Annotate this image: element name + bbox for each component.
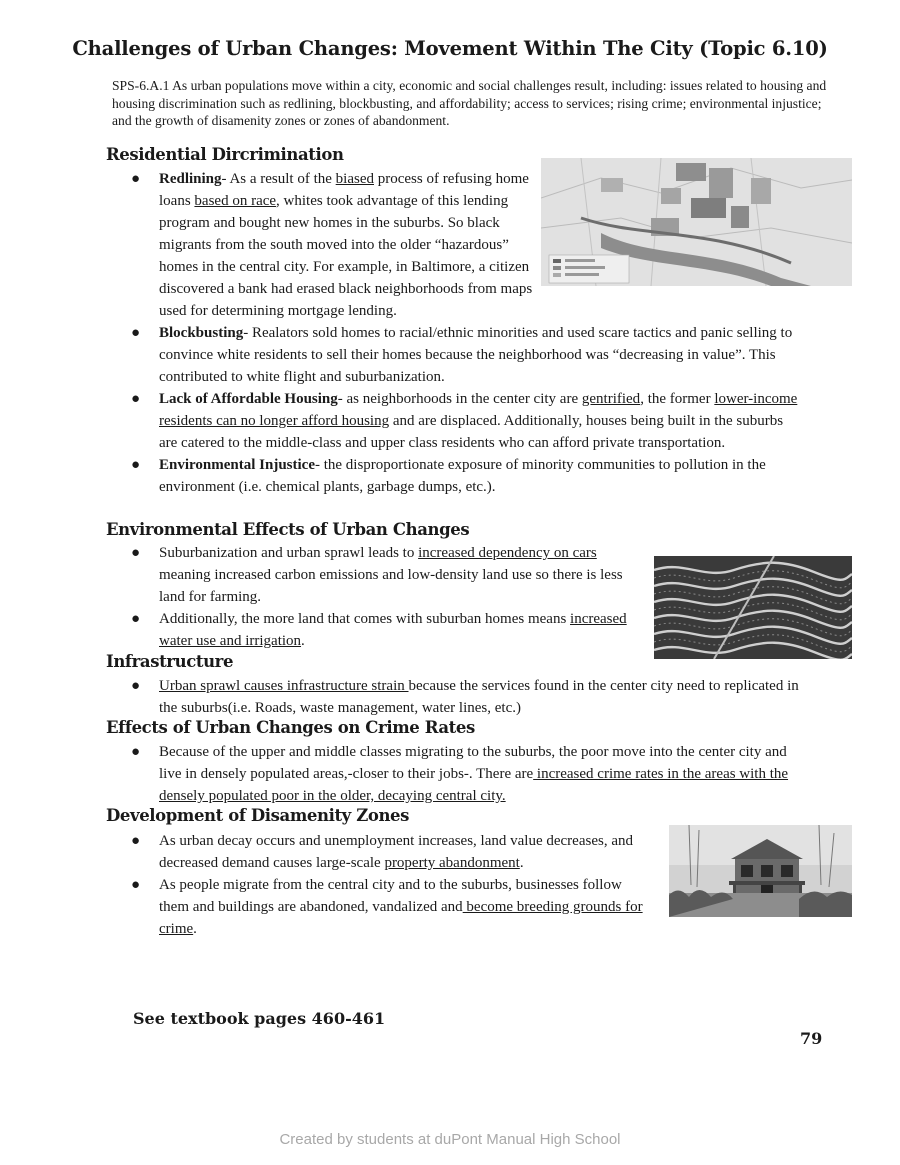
dis-b1-underline: property abandonment — [384, 855, 520, 871]
env-b1-text-2: meaning increased carbon emissions and low-density land use so there is less land for farming. — [159, 567, 623, 605]
infra-text: because the services found in the center city need to replicated in the suburbs(i.e. Roads, waste management, water lines, etc.) — [159, 678, 799, 716]
redlining-text-1: - As a result of the — [221, 171, 336, 187]
heading-crime-rates: Effects of Urban Changes on Crime Rates — [106, 718, 475, 737]
affordable-underline-gentrified: gentrified — [581, 391, 641, 407]
bullet-icon: ● — [131, 678, 141, 694]
term-environmental-injustice: Environmental Injustice — [159, 457, 315, 473]
heading-infrastructure: Infrastructure — [106, 652, 234, 671]
redlining-underline-race: based on race — [194, 193, 277, 209]
abandoned-house-icon — [669, 825, 852, 917]
redlining-text-2: process of refusing home loans — [159, 171, 529, 209]
bullet-icon: ● — [131, 457, 141, 473]
env-b2-underline: increased water use and irrigation — [159, 611, 627, 649]
dis-b2-underline: become breeding grounds for crime — [159, 899, 643, 937]
affordable-text-1: - as neighborhoods in the center city are — [337, 391, 582, 407]
list-item-crime-rates — [128, 741, 800, 807]
bullet-icon: ● — [131, 391, 141, 407]
dis-b2-text-2: . — [193, 921, 197, 937]
redlining-underline-biased: biased — [335, 171, 374, 187]
residential-bullet-list — [128, 168, 800, 322]
heading-environmental-effects: Environmental Effects of Urban Changes — [106, 520, 470, 539]
list-item-car-dependency — [128, 542, 648, 608]
crime-text: Because of the upper and middle classes migrating to the suburbs, the poor move into the center city and live in densely populated areas,-closer to their jobs-. There are — [159, 744, 787, 782]
abandoned-house-image — [669, 825, 852, 917]
list-item-breeding-grounds — [128, 874, 648, 940]
residential-bullet-list-continued — [128, 322, 800, 498]
term-redlining: Redlining — [159, 171, 222, 187]
crime-underline: increased crime rates in the areas with the densely populated poor in the older, decaying central city. — [159, 766, 789, 804]
bullet-icon: ● — [131, 611, 141, 627]
dis-b2-text-1: As people migrate from the central city and to the suburbs, businesses follow them and buildings are abandoned, vandalized and — [159, 877, 622, 915]
env-b1-underline: increased dependency on cars — [418, 545, 597, 561]
page-title: Challenges of Urban Changes: Movement Within The City (Topic 6.10) — [72, 37, 828, 60]
environmental-bullet-list — [128, 542, 648, 652]
list-item-blockbusting — [128, 322, 800, 388]
bullet-icon: ● — [131, 171, 141, 187]
heading-residential-discrimination: Residential Dircrimination — [106, 145, 344, 164]
list-item-redlining — [128, 168, 543, 322]
textbook-reference: See textbook pages 460-461 — [133, 1009, 386, 1028]
injustice-text: - the disproportionate exposure of minority communities to pollution in the environment (i.e. chemical plants, garbage dumps, etc.). — [159, 457, 766, 495]
list-item-property-abandonment — [128, 830, 648, 874]
affordable-underline-afford: lower-income residents can no longer afford housing — [159, 391, 798, 429]
bullet-icon: ● — [131, 744, 141, 760]
standard-text: SPS-6.A.1 As urban populations move within a city, economic and social challenges result, including: issues related to housing and housing discrimination such as redlining, blockbusting, and affordability; access to services; rising crime; environmental injustice; and the growth of disamenity zones or zones of abandonment. — [112, 78, 827, 128]
blockbusting-text: - Realators sold homes to racial/ethnic minorities and used scare tactics and panic selling to convince white residents to sell their homes because the neighborhood was “decreasing in value”. This contributed to white flight and suburbanization. — [159, 325, 793, 385]
term-affordable-housing: Lack of Affordable Housing — [159, 391, 338, 407]
bullet-icon: ● — [131, 877, 141, 893]
crime-bullet-list — [128, 741, 800, 807]
affordable-text-2: , the former — [640, 391, 715, 407]
suburb-aerial-image — [654, 556, 852, 659]
env-b1-text-1: Suburbanization and urban sprawl leads to — [159, 545, 419, 561]
bullet-icon: ● — [131, 545, 141, 561]
redlining-text-3: , whites took advantage of this lending program and bought new homes in the suburbs. So black migrants from the south moved into the older “hazardous” homes in the central city. For example, in Baltimore, a citizen discovered a bank had erased black neighborhoods from maps used for determining mortgage lending. — [159, 193, 533, 319]
affordable-text-3: and are displaced. Additionally, houses being built in the suburbs are catered to the middle-class and upper class residents who can afford private transportation. — [159, 413, 784, 451]
infra-underline: Urban sprawl causes infrastructure strain — [159, 678, 409, 694]
credit-footer: Created by students at duPont Manual High School — [279, 1131, 621, 1148]
term-blockbusting: Blockbusting — [159, 325, 244, 341]
dis-b1-text-1: As urban decay occurs and unemployment increases, land value decreases, and decreased demand causes large-scale — [159, 833, 633, 871]
list-item-environmental-injustice — [128, 454, 800, 498]
bullet-icon: ● — [131, 325, 141, 341]
env-b2-text-2: . — [301, 633, 305, 649]
list-item-infrastructure-strain — [128, 675, 800, 719]
suburb-photo-icon — [654, 556, 852, 659]
disamenity-bullet-list — [128, 830, 648, 940]
heading-disamenity-zones: Development of Disamenity Zones — [106, 806, 410, 825]
bullet-icon: ● — [131, 833, 141, 849]
dis-b1-text-2: . — [519, 855, 524, 871]
list-item-affordable-housing — [128, 388, 800, 454]
infrastructure-bullet-list — [128, 675, 800, 719]
list-item-water-use — [128, 608, 648, 652]
page-number: 79 — [800, 1029, 823, 1048]
env-b2-text-1: Additionally, the more land that comes with suburban homes means — [159, 611, 571, 627]
